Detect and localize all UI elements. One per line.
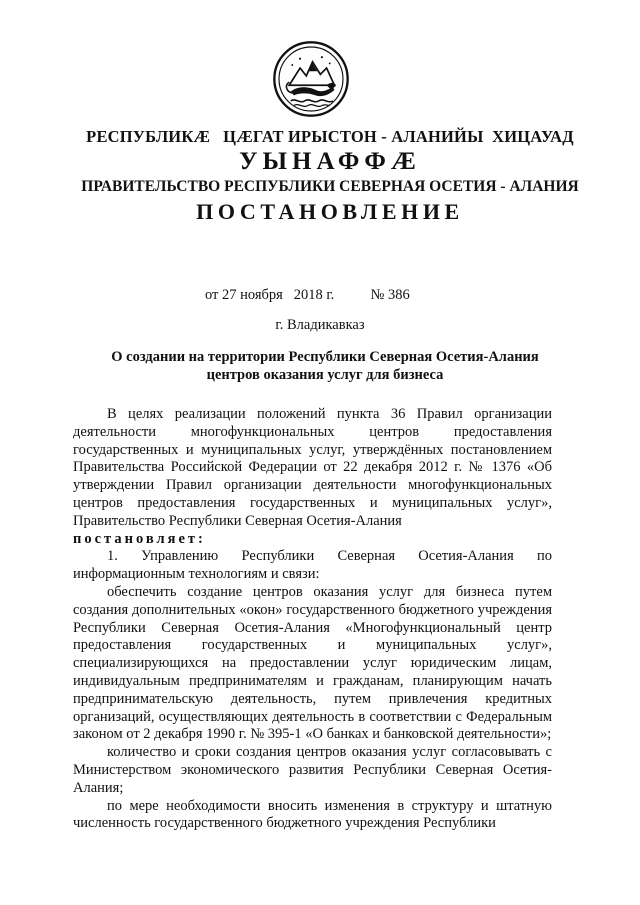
document-body xyxy=(73,406,552,833)
preamble-paragraph: В целях реализации положений пункта 36 Правил организации деятельности многофункциональных центров предоставления государственных и муниципальных услуг, утверждённых постановлением Правительства Российской Федерации от 22 декабря 2012 г. № 1376 «Об утверждении Правил организации деятельности многофункциональных центров предоставления государственных и муниципальных услуг», Правительство Республики Северная Осетия-Алания xyxy=(73,406,552,529)
ossetian-government-name: РЕСПУБЛИКӔ ЦӔГАТ ИРЫСТОН - АЛАНИЙЫ ХИЦАУАД xyxy=(86,127,574,146)
date-number-line xyxy=(205,287,410,304)
document-city: г. Владикавказ xyxy=(275,317,365,333)
resolves-line xyxy=(73,531,552,549)
subject-line-1: О создании на территории Республики Северная Осетия-Алания xyxy=(111,349,539,365)
russian-government-name: ПРАВИТЕЛЬСТВО РЕСПУБЛИКИ СЕВЕРНАЯ ОСЕТИЯ - АЛАНИЯ xyxy=(81,178,579,195)
item-1a-paragraph: обеспечить создание центров оказания услуг для бизнеса путем создания дополнительных «окон» государственного бюджетного учреждения Республики Северная Осетия-Алания «Многофункциональный центр предоставления государственных и муниципальных услуг», специализирующихся на предоставлении услуг юридическим лицам, индивидуальным предпринимателям и гражданам, планирующим начать предпринимательскую деятельность, путем привлечения кредитных организаций, осуществляющих деятельность в соответствии с Федеральным законом от 2 декабря 1990 г. № 395-1 «О банках и банковской деятельности»; xyxy=(73,583,552,743)
item-1b-paragraph: количество и сроки создания центров оказания услуг согласовывать с Министерством экономического развития Республики Северная Осетия-Алания; xyxy=(73,744,552,796)
item-1c-paragraph: по мере необходимости вносить изменения в структуру и штатную численность государственного бюджетного учреждения Республики xyxy=(73,797,552,832)
document-date: от 27 ноября 2018 г. xyxy=(205,287,335,303)
subject-line-2: центров оказания услуг для бизнеса xyxy=(206,367,444,383)
item-1-paragraph: 1. Управлению Республики Северная Осетия-Алания по информационным технологиям и связи: xyxy=(73,548,552,583)
resolves-word: постановляет: xyxy=(73,530,206,547)
document-number: № 386 xyxy=(370,287,410,303)
ossetian-document-type: УЫНАФФӔ xyxy=(239,148,421,175)
coat-of-arms-emblem-icon xyxy=(272,40,350,118)
document-subject xyxy=(60,348,590,384)
russian-document-type: ПОСТАНОВЛЕНИЕ xyxy=(196,199,464,224)
